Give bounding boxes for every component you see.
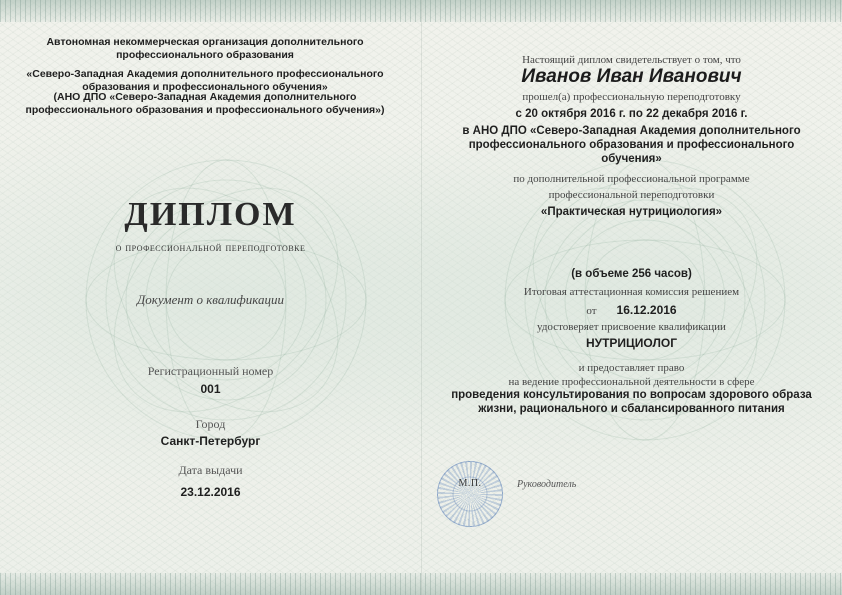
activity-field: проведения консультирования по вопросам здорового образа жизни, рационального и сбалансированного питания bbox=[451, 389, 812, 415]
program-line-1: по дополнительной профессиональной программе bbox=[513, 173, 750, 185]
program-line-2: профессиональной переподготовки bbox=[548, 189, 715, 201]
right-line-1: и предоставляет право bbox=[578, 362, 685, 374]
registration-number-value: 001 bbox=[200, 382, 221, 396]
registration-number-label: Регистрационный номер bbox=[147, 364, 274, 378]
right-line-2: на ведение профессиональной деятельности в сфере bbox=[508, 376, 755, 388]
organization-line-1: Автономная некоммерческая организация дополнительного профессионального образования bbox=[46, 36, 364, 61]
holder-full-name: Иванов Иван Иванович bbox=[521, 66, 742, 87]
program-name: «Практическая нутрициология» bbox=[540, 206, 723, 218]
official-stamp bbox=[437, 461, 503, 527]
issuing-organization: в АНО ДПО «Северо-Западная Академия дополнительного профессионального образования и профессионального обучения» bbox=[462, 125, 801, 165]
organization-line-2: «Северо-Западная Академия дополнительного профессионального образования и профессионального обучения» bbox=[26, 68, 384, 93]
issue-date-label: Дата выдачи bbox=[178, 463, 243, 477]
decision-date: 16.12.2016 bbox=[616, 303, 677, 317]
study-period: с 20 октября 2016 г. по 22 декабря 2016 г. bbox=[515, 108, 748, 120]
passed-text: прошел(а) профессиональную переподготовку bbox=[522, 91, 741, 103]
decision-line bbox=[421, 303, 842, 317]
program-hours: (в объеме 256 часов) bbox=[571, 268, 692, 280]
decision-from-label: от bbox=[586, 305, 597, 317]
commission-text: Итоговая аттестационная комиссия решением bbox=[523, 286, 740, 298]
issue-date-value: 23.12.2016 bbox=[180, 485, 241, 499]
organization-line-3: (АНО ДПО «Северо-Западная Академия дополнительного профессионального образования и профессионального обучения») bbox=[25, 91, 385, 116]
city-label: Город bbox=[195, 417, 226, 431]
confirms-text: удостоверяет присвоение квалификации bbox=[537, 321, 726, 333]
city-value: Санкт-Петербург bbox=[160, 434, 261, 448]
signature-label: Руководитель bbox=[517, 479, 577, 490]
stamp-label: М.П. bbox=[458, 478, 482, 489]
qualification-value: НУТРИЦИОЛОГ bbox=[585, 336, 678, 350]
document-kind: Документ о квалификации bbox=[137, 292, 284, 307]
diploma-subtitle: о профессиональной переподготовке bbox=[115, 240, 306, 254]
intro-text: Настоящий диплом свидетельствует о том, что bbox=[522, 54, 741, 66]
diploma-title: ДИПЛОМ bbox=[124, 196, 297, 233]
